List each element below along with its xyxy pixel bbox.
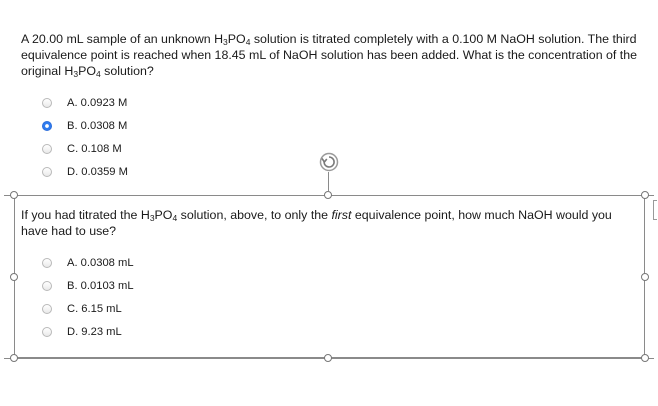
option-label: C. 6.15 mL <box>67 303 122 315</box>
option-label: A. 0.0923 M <box>67 97 128 109</box>
resize-handle-top-left[interactable] <box>10 191 18 199</box>
question-2-text: If you had titrated the $H_3PO_4$ solution, above, to only the first equivalence point, how much NaOH would you have had to use? <box>21 208 612 238</box>
radio-button[interactable] <box>42 167 52 177</box>
resize-handle-top-center[interactable] <box>324 191 332 199</box>
question-1-text: A 20.00 mL sample of an unknown $H_3PO_4$ solution is titrated completely with a 0.100 M NaOH solution. The third equivalence point is reached when 18.45 mL of NaOH solution has been added. What is the concentration of the original $H_3PO_4$ solution? <box>21 32 638 79</box>
rotate-stem <box>328 172 329 191</box>
q2-option-b[interactable] <box>42 278 134 294</box>
q1-option-a[interactable] <box>42 95 127 111</box>
q2-option-d[interactable] <box>42 324 122 340</box>
option-label: D. 0.0359 M <box>67 166 128 178</box>
resize-handle-middle-right[interactable] <box>641 273 649 281</box>
q1-option-b[interactable] <box>42 118 127 134</box>
option-label: A. 0.0308 mL <box>67 257 134 269</box>
radio-button[interactable] <box>42 304 52 314</box>
q1-option-d[interactable] <box>42 164 128 180</box>
radio-button-selected[interactable] <box>42 121 52 131</box>
radio-button[interactable] <box>42 327 52 337</box>
q2-option-c[interactable] <box>42 301 122 317</box>
resize-handle-bottom-right[interactable] <box>641 354 649 362</box>
option-label: D. 9.23 mL <box>67 326 122 338</box>
resize-handle-bottom-left[interactable] <box>10 354 18 362</box>
radio-button[interactable] <box>42 258 52 268</box>
radio-button[interactable] <box>42 281 52 291</box>
resize-handle-bottom-center[interactable] <box>324 354 332 362</box>
edge-scroll-indicator <box>653 200 657 220</box>
option-label: C. 0.108 M <box>67 143 122 155</box>
resize-handle-top-right[interactable] <box>641 191 649 199</box>
resize-handle-middle-left[interactable] <box>10 273 18 281</box>
q2-option-a[interactable] <box>42 255 134 271</box>
rotate-icon[interactable] <box>318 151 340 178</box>
option-label: B. 0.0103 mL <box>67 280 134 292</box>
q1-option-c[interactable] <box>42 141 122 157</box>
radio-button[interactable] <box>42 98 52 108</box>
option-label: B. 0.0308 M <box>67 120 128 132</box>
radio-button[interactable] <box>42 144 52 154</box>
